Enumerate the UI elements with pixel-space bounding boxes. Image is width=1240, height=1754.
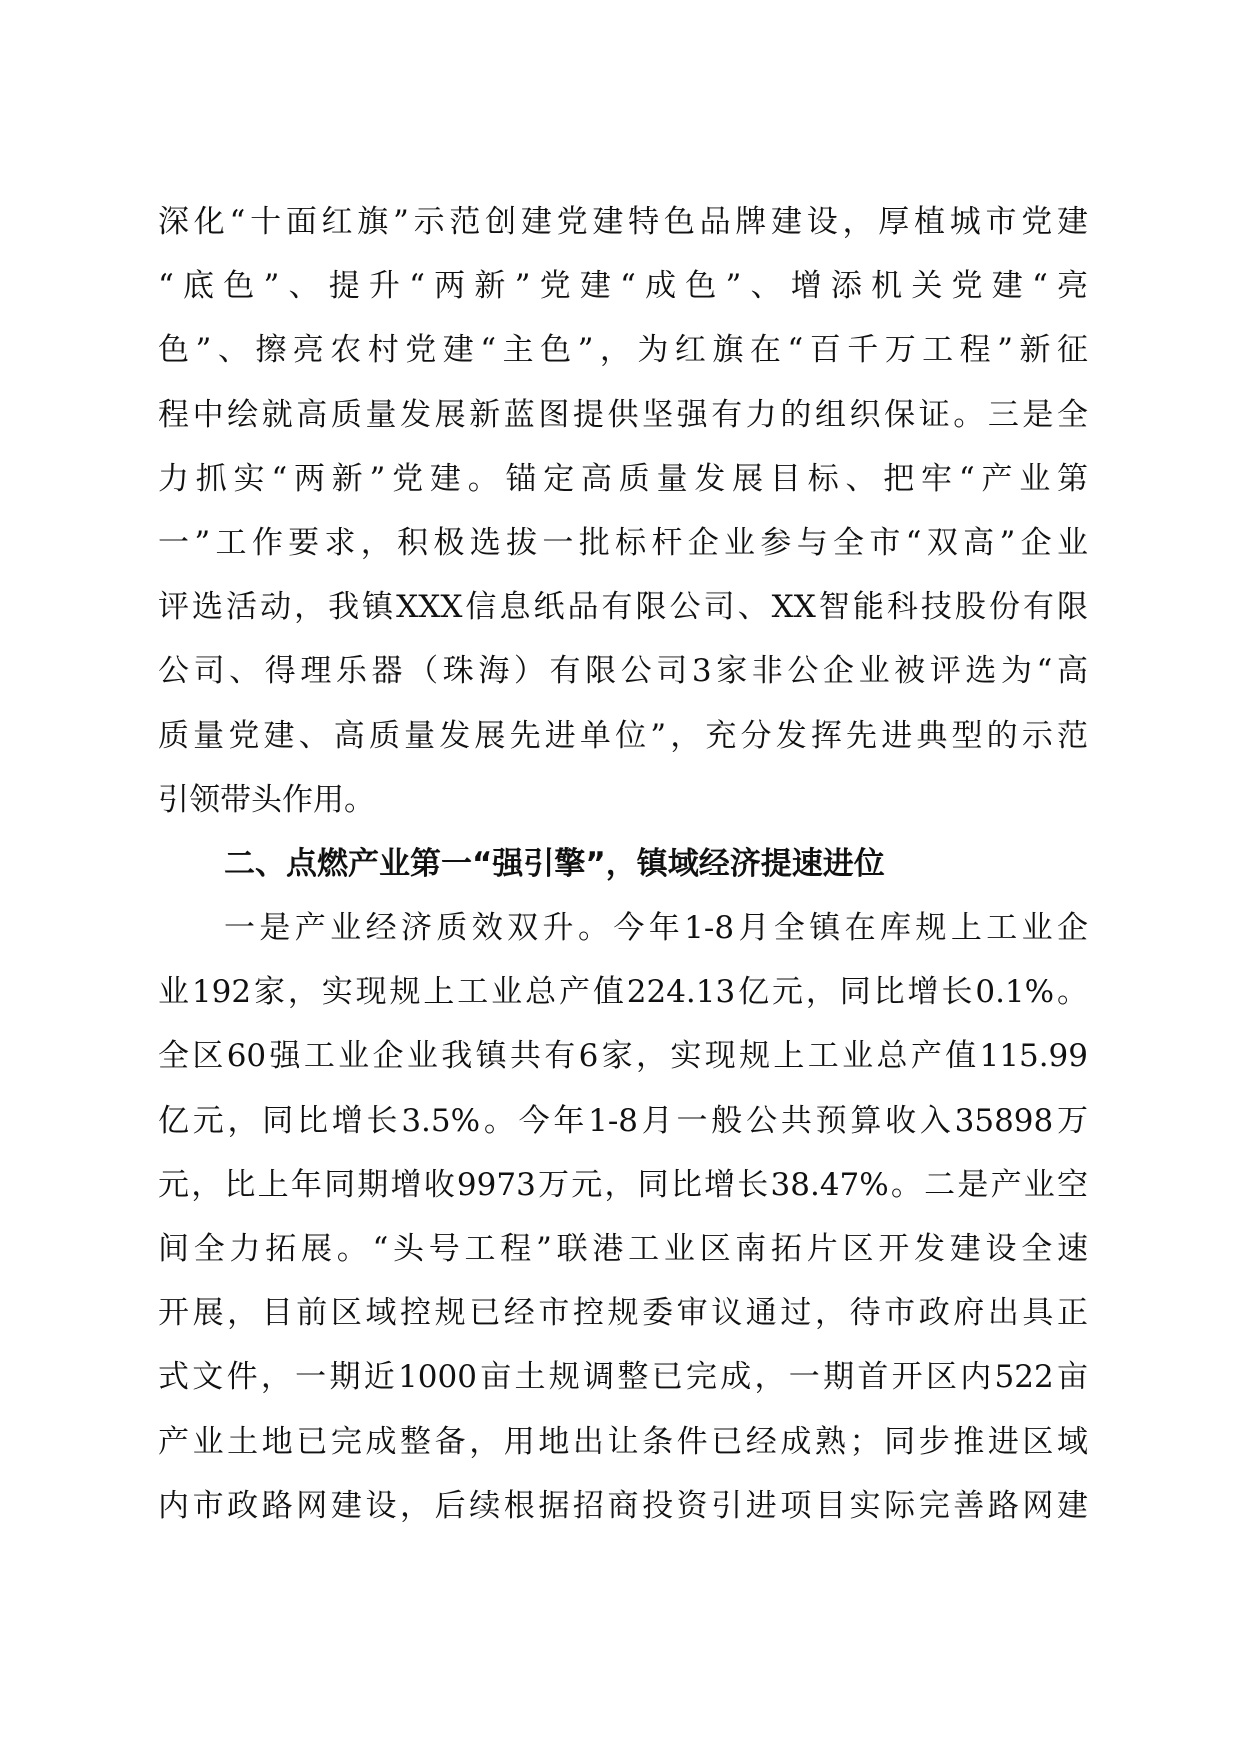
text-line: 引领带头作用。 [158, 781, 375, 818]
text-line: 质量党建、高质量发展先进单位”，充分发挥先进典型的示范 [158, 717, 1088, 754]
text-line: 开展，目前区域控规已经市控规委审议通过，待市政府出具正 [158, 1295, 1088, 1332]
text-line: 亿元，同比增长3.5%。今年1-8月一般公共预算收入35898万 [158, 1102, 1088, 1139]
text-line: 色”、擦亮农村党建“主色”，为红旗在“百千万工程”新征 [158, 332, 1088, 369]
paragraph-first-line: 一是产业经济质效双升。今年1-8月全镇在库规上工业企 [224, 910, 1088, 947]
text-line: 程中绘就高质量发展新蓝图提供坚强有力的组织保证。三是全 [158, 396, 1088, 433]
text-line: 深化“十面红旗”示范创建党建特色品牌建设，厚植城市党建 [158, 204, 1088, 240]
text-line: 内市政路网建设，后续根据招商投资引进项目实际完善路网建 [158, 1487, 1088, 1524]
text-line: 产业土地已完成整备，用地出让条件已经成熟；同步推进区域 [158, 1423, 1088, 1460]
text-line: 间全力拓展。“头号工程”联港工业区南拓片区开发建设全速 [158, 1231, 1088, 1267]
text-line: 公司、得理乐器（珠海）有限公司3家非公企业被评选为“高 [158, 653, 1088, 690]
text-line: 力抓实“两新”党建。锚定高质量发展目标、把牢“产业第 [158, 460, 1088, 497]
text-line: 评选活动，我镇XXX信息纸品有限公司、XX智能科技股份有限 [158, 589, 1088, 626]
text-line: 一”工作要求，积极选拔一批标杆企业参与全市“双高”企业 [158, 524, 1088, 561]
text-line: 业192家，实现规上工业总产值224.13亿元，同比增长0.1%。 [158, 974, 1088, 1011]
text-line: 式文件，一期近1000亩土规调整已完成，一期首开区内522亩 [158, 1359, 1088, 1396]
text-line: 全区60强工业企业我镇共有6家，实现规上工业总产值115.99 [158, 1038, 1088, 1075]
section-heading: 二、点燃产业第一“强引擎”，镇域经济提速进位 [224, 845, 885, 882]
text-line: “底色”、提升“两新”党建“成色”、增添机关党建“亮 [158, 268, 1088, 305]
text-line: 元，比上年同期增收9973万元，同比增长38.47%。二是产业空 [158, 1166, 1088, 1203]
document-page [158, 190, 1088, 1538]
